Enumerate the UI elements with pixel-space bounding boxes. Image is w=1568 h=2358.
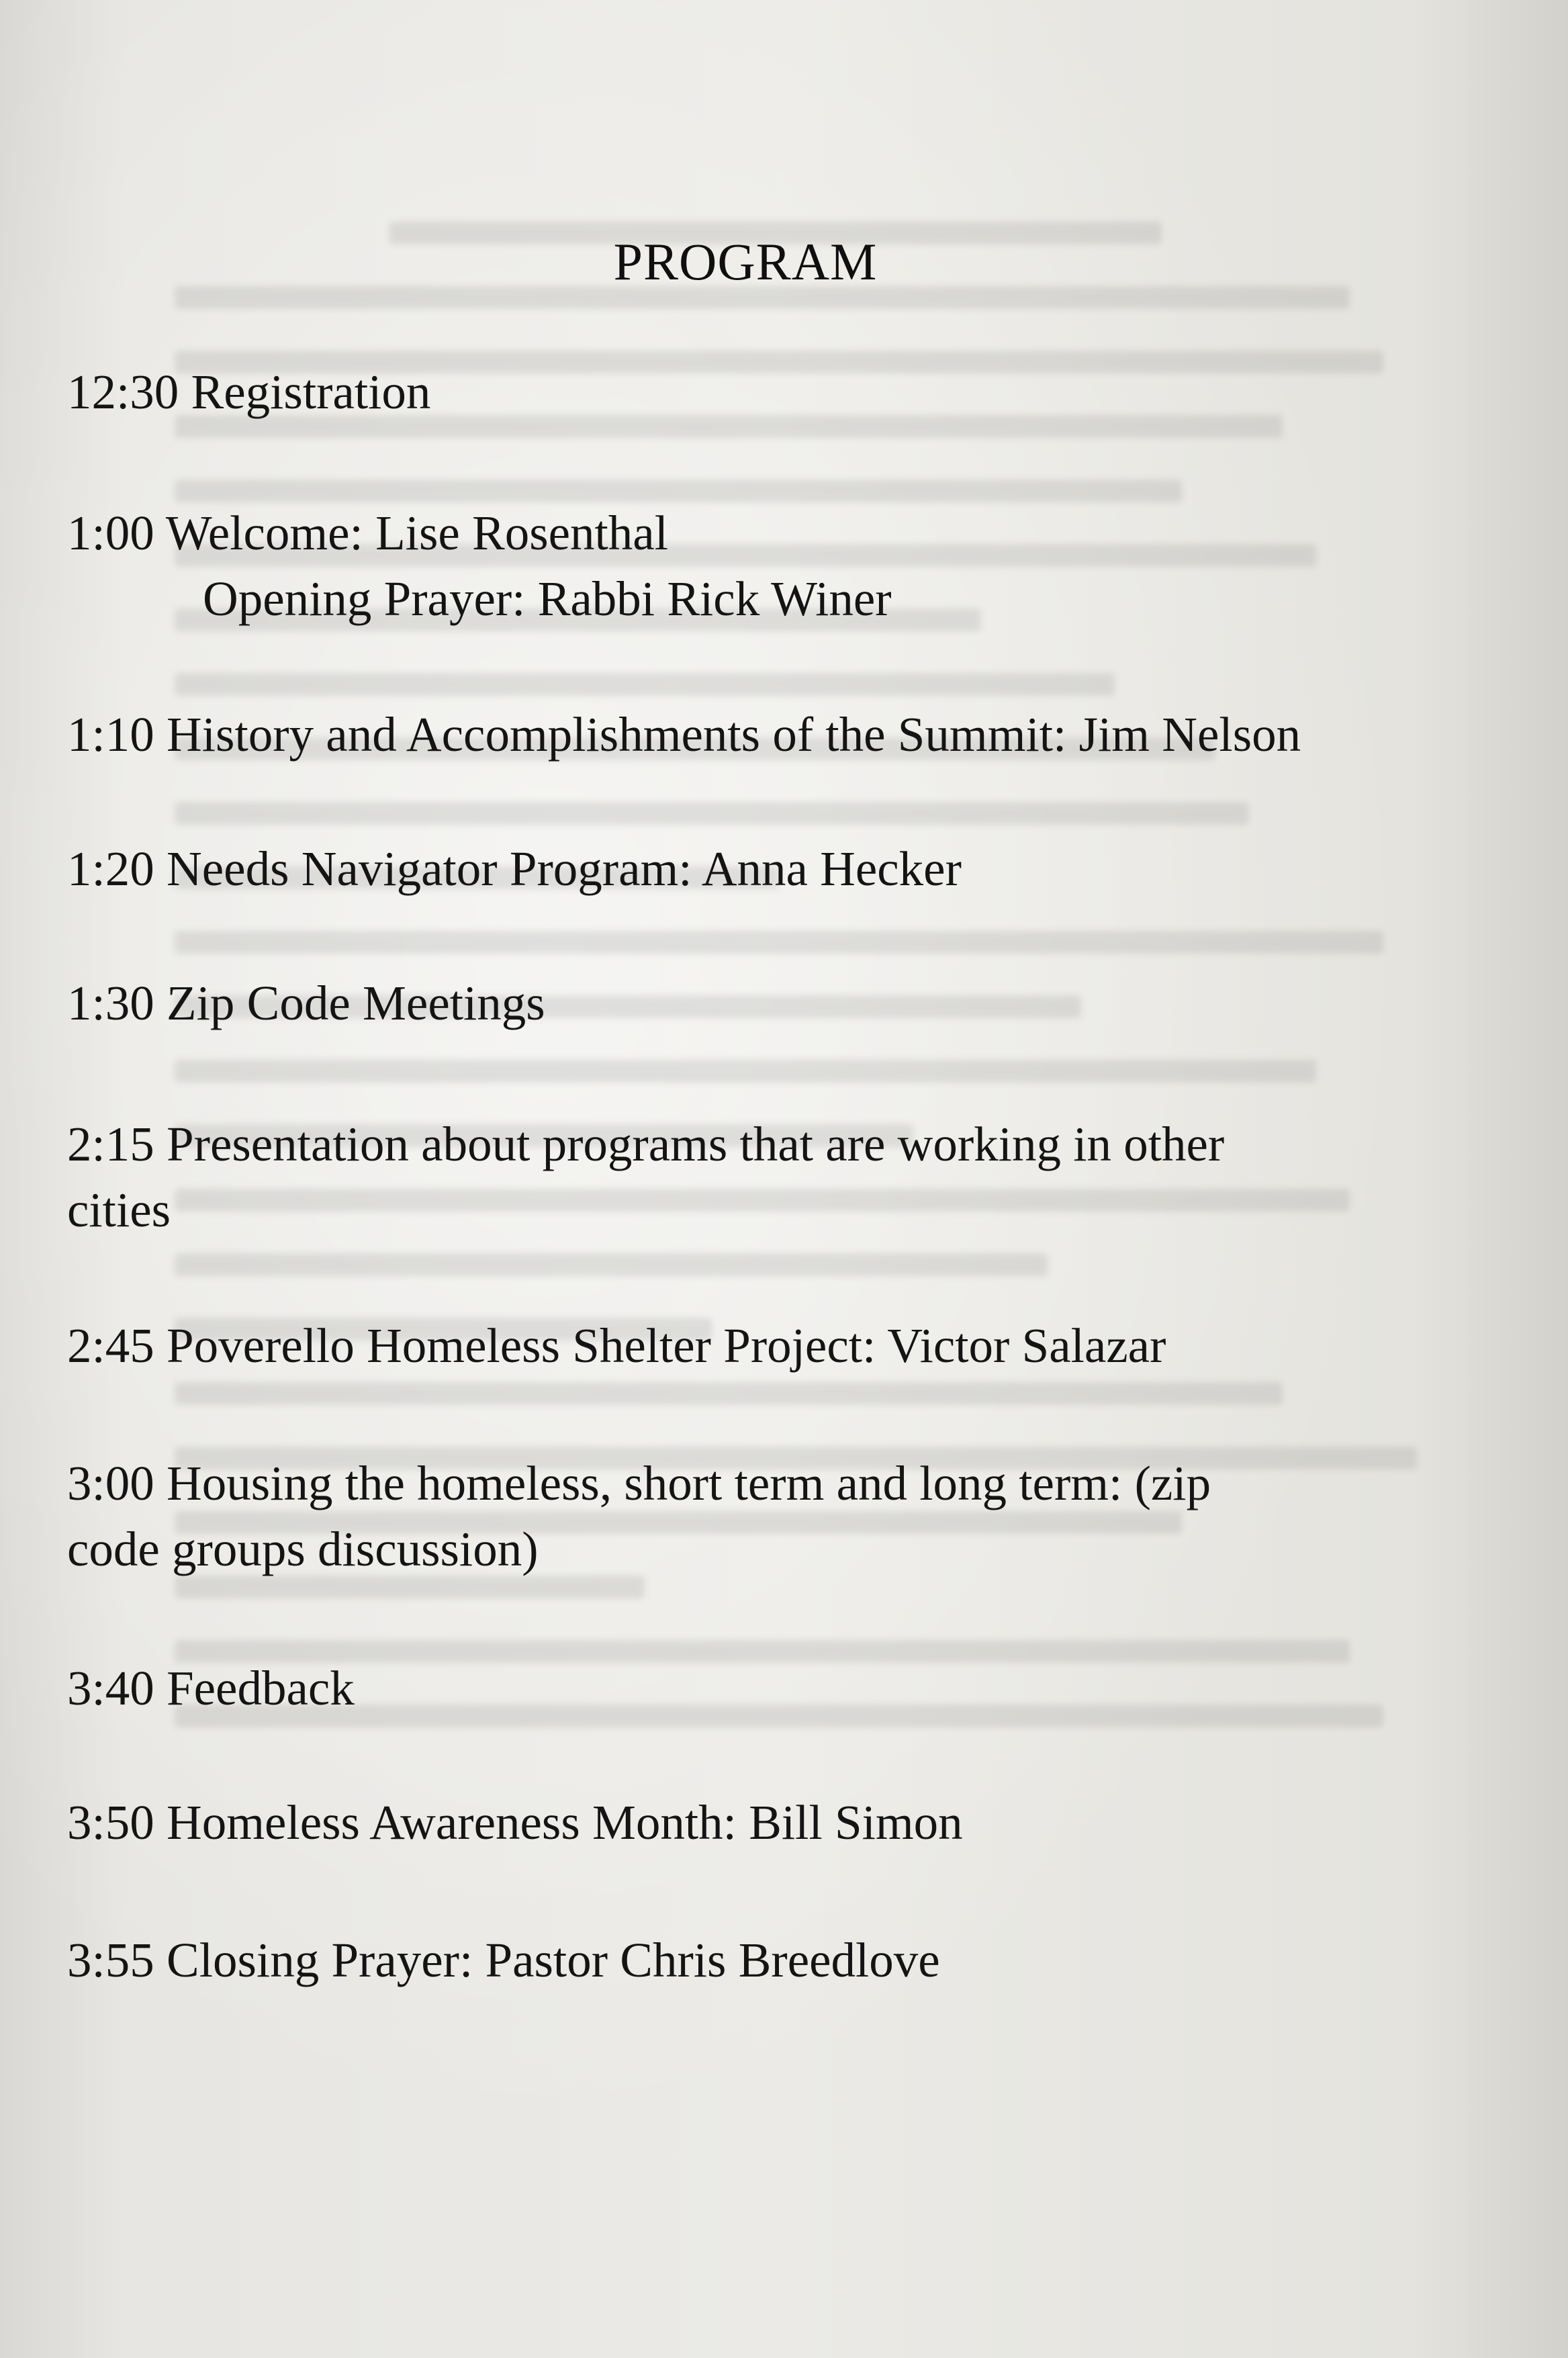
item-time: 2:15 — [67, 1117, 154, 1171]
item-text: Zip Code Meetings — [167, 976, 545, 1030]
program-item-zip-code-meetings — [67, 970, 1531, 1036]
item-text: Closing Prayer: Pastor Chris Breedlove — [167, 1933, 940, 1987]
item-continuation: cities — [67, 1183, 171, 1237]
item-time: 3:40 — [67, 1661, 154, 1715]
item-time: 1:20 — [67, 842, 154, 896]
item-text: Registration — [191, 365, 431, 419]
item-time: 3:00 — [67, 1456, 154, 1510]
item-text: Poverello Homeless Shelter Project: Victor Salazar — [167, 1318, 1166, 1373]
item-time: 2:45 — [67, 1318, 154, 1373]
item-time: 1:30 — [67, 976, 154, 1030]
program-item-welcome — [67, 500, 1531, 632]
item-time: 3:50 — [67, 1795, 154, 1850]
program-item-feedback — [67, 1656, 1531, 1721]
item-text: Homeless Awareness Month: Bill Simon — [167, 1795, 963, 1850]
item-text: Housing the homeless, short term and long term: (zip — [167, 1456, 1211, 1510]
item-text: Presentation about programs that are working in other — [167, 1117, 1225, 1171]
program-item-presentation — [67, 1112, 1531, 1243]
item-text: Feedback — [167, 1661, 355, 1715]
program-item-housing — [67, 1451, 1531, 1582]
program-item-needs-navigator — [67, 836, 1531, 902]
program-item-registration — [67, 359, 1531, 425]
item-text: History and Accomplishments of the Summit: Jim Nelson — [167, 707, 1301, 762]
page-title: PROGRAM — [613, 232, 878, 291]
program-item-history — [67, 702, 1531, 768]
item-time: 1:10 — [67, 707, 154, 762]
item-text: Welcome: Lise Rosenthal — [165, 506, 668, 560]
item-time: 3:55 — [67, 1933, 154, 1987]
item-text: Needs Navigator Program: Anna Hecker — [167, 842, 962, 896]
item-time: 12:30 — [67, 365, 179, 419]
program-item-closing-prayer — [67, 1928, 1531, 1993]
item-time: 1:00 — [67, 506, 154, 560]
program-item-poverello — [67, 1313, 1531, 1379]
item-continuation: code groups discussion) — [67, 1522, 539, 1576]
program-item-awareness-month — [67, 1790, 1531, 1856]
item-subtext: Opening Prayer: Rabbi Rick Winer — [203, 572, 892, 626]
